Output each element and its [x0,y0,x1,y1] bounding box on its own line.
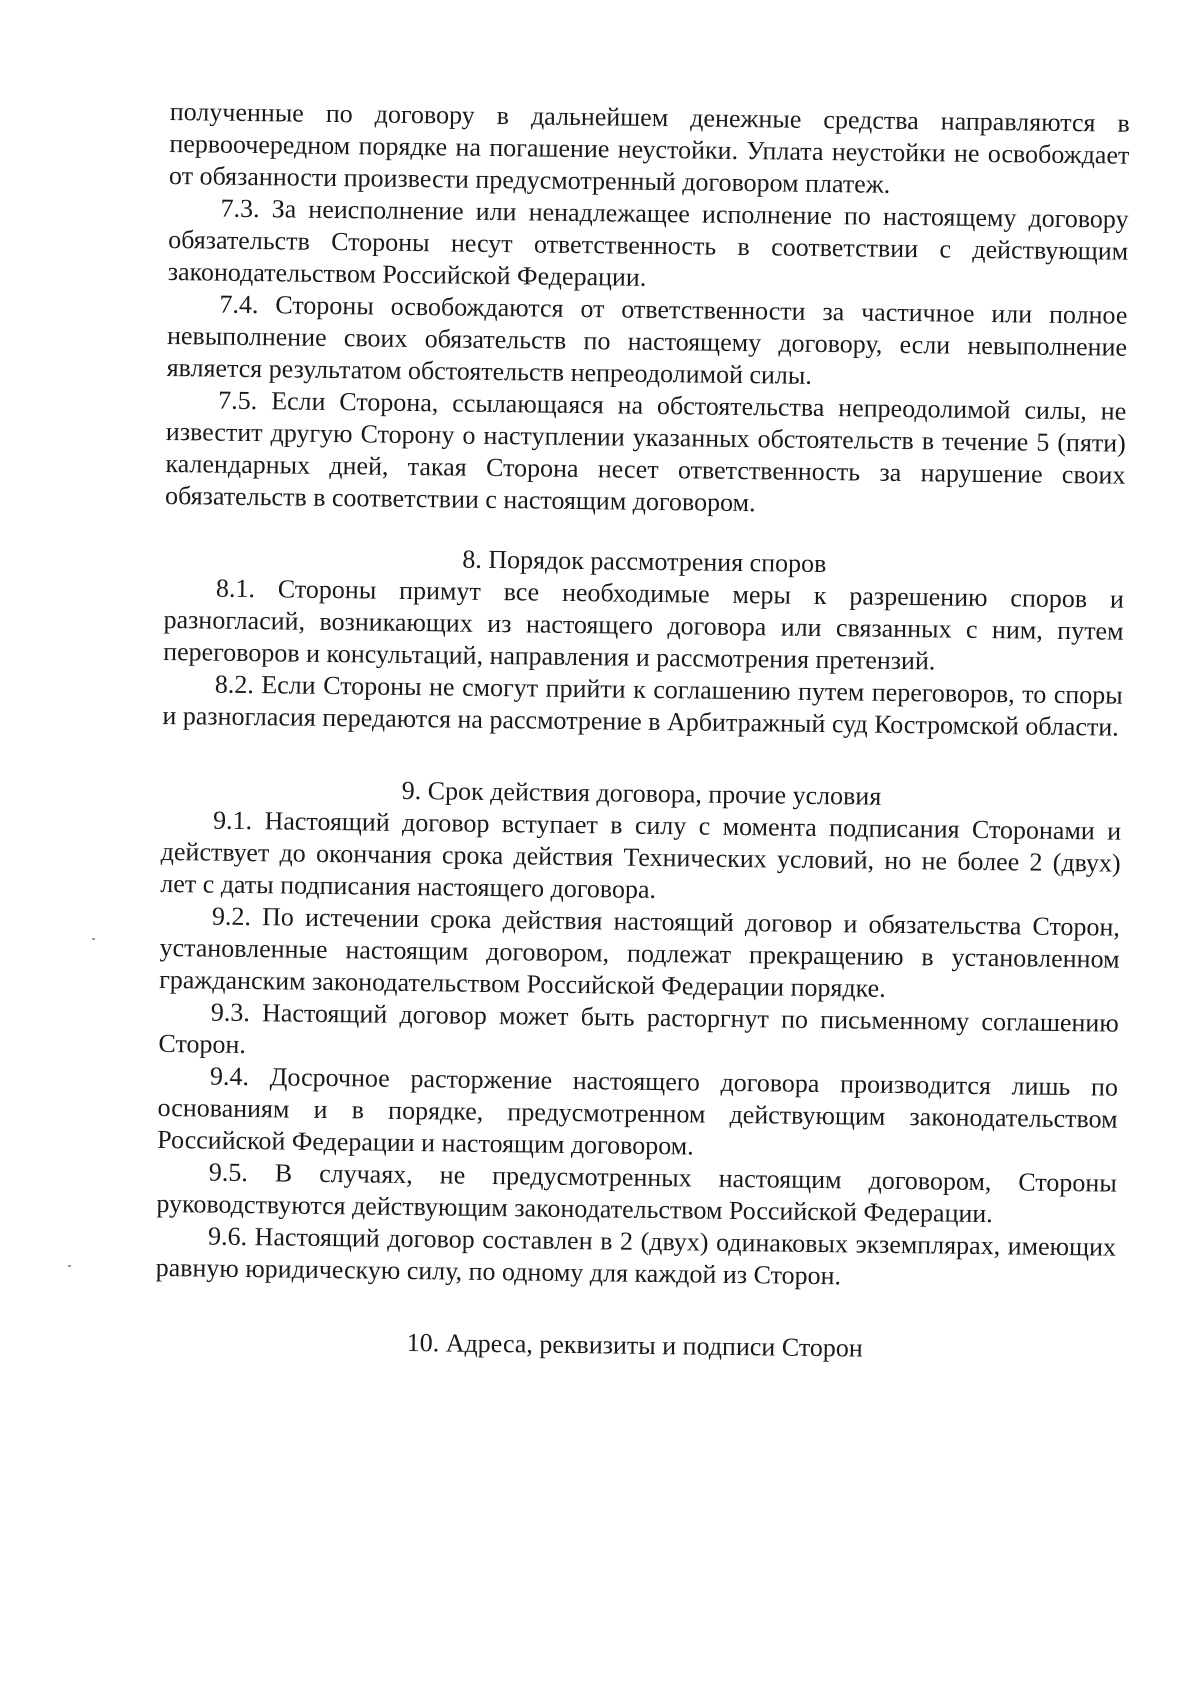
paragraph-8-1: 8.1. Стороны примут все необходимые меры к разрешению споров и разногласий, возникающих из настоящего договора или связанных с ним, путем переговоров и консультаций, направления и рассмотрения претензий. [163,573,1125,676]
paragraph-7-5: 7.5. Если Сторона, ссылающаяся на обстоятельства непреодолимой силы, не известит другую Сторону о наступлении указанных обстоятельств в течение 5 (пяти) календарных дней, такая Сторона несет ответственность за нарушение своих обязательств в соответствии с настоящим договором. [164,385,1127,518]
paragraph-9-6: 9.6. Настоящий договор составлен в 2 (двух) одинаковых экземплярах, имеющих равную юридическую силу, по одному для каждой из Сторон. [155,1221,1117,1291]
paragraph-9-2: 9.2. По истечении срока действия настоящий договор и обязательства Сторон, установленные настоящим договором, подлежат прекращению в установленном гражданским законодательством Российской Федерации порядке. [159,901,1121,1003]
paragraph-9-4: 9.4. Досрочное расторжение настоящего договора производится лишь по основаниям и в порядке, предусмотренном действующим законодательством Российской Федерации и настоящим договором. [157,1061,1119,1161]
paragraph-9-1: 9.1. Настоящий договор вступает в силу с момента подписания Сторонами и действует до окончания срока действия Технических условий, но не более 2 (двух) лет с даты подписания настоящего договора. [160,805,1122,904]
section-9-heading: 9. Срок действия договора, прочие условия [401,775,882,811]
paragraph-8-2: 8.2. Если Стороны не смогут прийти к соглашению путем переговоров, то споры и разногласия передаются на рассмотрение в Арбитражный суд Костромской области. [162,669,1123,742]
section-10-heading: 10. Адреса, реквизиты и подписи Сторон [406,1327,863,1363]
paragraph-7-3: 7.3. За неисполнение или ненадлежащее исполнение по настоящему договору обязательств Стороны несут ответственность в соответствии с действующим законодательством Российской Федерации. [167,193,1129,292]
paragraph-9-3: 9.3. Настоящий договор может быть расторгнут по письменному соглашению Сторон. [158,997,1119,1059]
document-body [155,96,1130,1368]
paragraph-7-2-continuation: полученные по договору в дальнейшем денежные средства направляются в первоочередном порядке на погашение неустойки. Уплата неустойки не освобождает от обязанности произвести предусмотренный договором платеж. [168,96,1130,199]
scan-speck [68,1265,71,1267]
paragraph-7-4: 7.4. Стороны освобождаются от ответственности за частичное или полное невыполнение своих обязательств по настоящему договору, если невыполнение является результатом обстоятельств непреодолимой силы. [166,289,1128,390]
section-8-heading: 8. Порядок рассмотрения споров [462,544,827,579]
paragraph-9-5: 9.5. В случаях, не предусмотренных настоящим договором, Стороны руководствуются действующим законодательством Российской Федерации. [156,1157,1117,1229]
scan-speck [92,938,95,940]
